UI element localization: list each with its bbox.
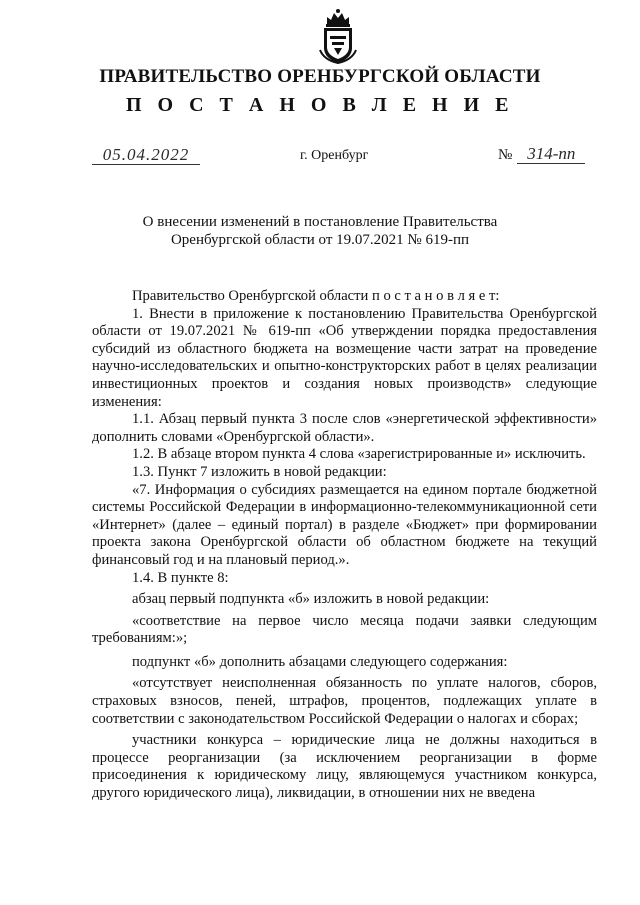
subject-line: Оренбургской области от 19.07.2021 № 619-пп — [170, 232, 470, 248]
document-date: 05.04.2022 — [92, 146, 200, 165]
paragraph: 1.4. В пункте 8: — [132, 569, 229, 586]
government-title: ПРАВИТЕЛЬСТВО ОРЕНБУРГСКОЙ ОБЛАСТИ — [99, 66, 541, 87]
paragraph: 1.2. В абзаце втором пункта 4 слова «зарегистрированные и» исключить. — [132, 446, 586, 463]
paragraph: 1.3. Пункт 7 изложить в новой редакции: — [132, 463, 387, 480]
paragraph: «соответствие на первое число месяца подачи заявки следующим требованиям:»; — [92, 612, 597, 647]
paragraph: участники конкурса – юридические лица не должны находиться в процессе реорганизации (за исключением реорганизации в форме присоединения к юридическому лицу, являющемуся участником конкурса, другого юридического лица), ликвидации, в отношении них не введена — [92, 732, 597, 802]
number-sign: № — [498, 147, 513, 163]
paragraph: 1.1. Абзац первый пункта 3 после слов «энергетической эффективности» дополнить словами «Оренбургской области». — [92, 411, 597, 445]
paragraph: «отсутствует неисполненная обязанность по уплате налогов, сборов, страховых взносов, пеней, штрафов, процентов, подлежащих уплате в соответствии с законодательством Российской Федерации о налогах и сборах; — [92, 675, 597, 727]
document-type: П О С Т А Н О В Л Е Н И Е — [126, 94, 514, 116]
paragraph: абзац первый подпункта «б» изложить в новой редакции: — [132, 591, 490, 608]
subject-line: О внесении изменений в постановление Правительства — [142, 214, 498, 230]
paragraph: «7. Информация о субсидиях размещается на едином портале бюджетной системы Российской Федерации в информационно-телекоммуникационной сети «Интернет» (далее – единый портал) в разделе «Бюджет» при формировании проекта закона Оренбургской области об областном бюджете на текущий финансовый год и на плановый период.». — [92, 481, 597, 568]
document-body — [92, 288, 597, 803]
paragraph: подпункт «б» дополнить абзацами следующего содержания: — [132, 653, 508, 670]
document-subject — [0, 213, 640, 249]
document-city: г. Оренбург — [300, 148, 369, 163]
document-number — [498, 145, 585, 164]
paragraph: Правительство Оренбургской области п о с т а н о в л я е т: — [132, 288, 500, 304]
number-value: 314-пп — [517, 145, 585, 164]
paragraph: 1. Внести в приложение к постановлению Правительства Оренбургской области от 19.07.2021 № 619-пп «Об утверждении порядка предоставления субсидий из областного бюджета на возмещение части затрат на проведение научно-исследовательских и опытно-конструкторских работ в целях реализации инвестиционных проектов и создания новых производств» следующие изменения: — [92, 305, 597, 410]
coat-of-arms-icon — [318, 8, 358, 64]
